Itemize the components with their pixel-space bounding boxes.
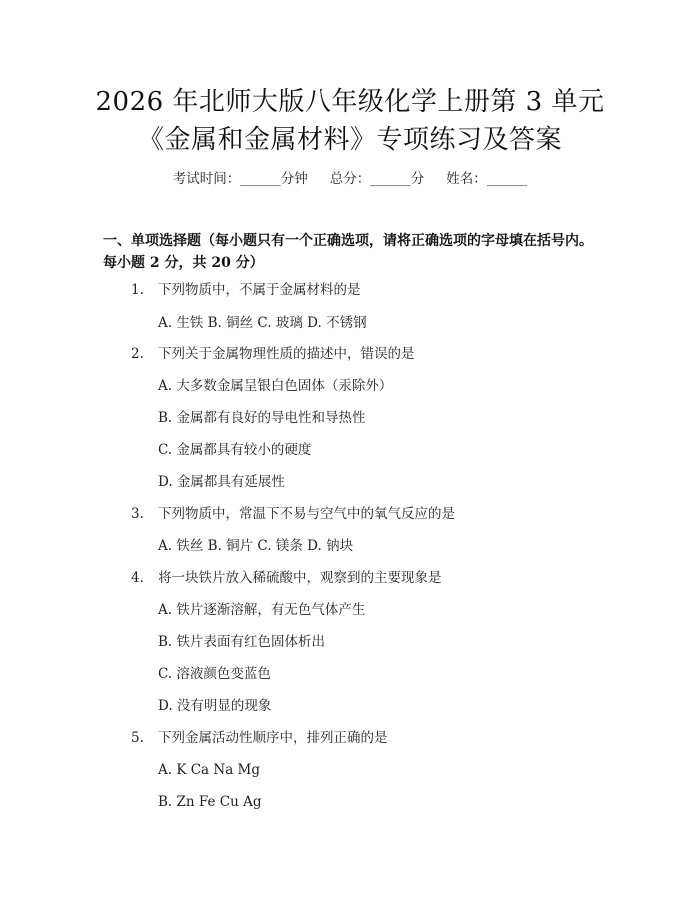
question-number: 4. — [131, 570, 144, 586]
question-text: 下列金属活动性顺序中，排列正确的是 — [158, 730, 388, 746]
question-4-option-c: C. 溶液颜色变蓝色 — [158, 666, 271, 682]
question-5 — [131, 729, 388, 747]
question-number: 3. — [131, 506, 144, 522]
question-3-options: A. 铁丝 B. 铜片 C. 镁条 D. 钠块 — [158, 538, 354, 554]
question-number: 5. — [131, 730, 144, 746]
question-text: 下列物质中，不属于金属材料的是 — [158, 282, 361, 298]
document-title-line-1: 2026 年北师大版八年级化学上册第 3 单元 — [95, 87, 605, 117]
exam-info — [0, 170, 700, 188]
question-5-option-a: A. K Ca Na Mg — [158, 762, 260, 778]
question-2-option-b: B. 金属都有良好的导电性和导热性 — [158, 410, 366, 426]
question-3 — [131, 505, 455, 523]
question-2-option-a: A. 大多数金属呈银白色固体（汞除外） — [158, 378, 393, 394]
question-2 — [131, 345, 415, 363]
question-text: 将一块铁片放入稀硫酸中，观察到的主要现象是 — [158, 570, 442, 586]
section-heading: 一、单项选择题（每小题只有一个正确选项，请将正确选项的字母填在括号内。每小题 2 分，共 20 分） — [103, 233, 593, 271]
question-5-option-b: B. Zn Fe Cu Ag — [158, 794, 262, 810]
question-4-option-a: A. 铁片逐渐溶解，有无色气体产生 — [158, 602, 366, 618]
question-text: 下列关于金属物理性质的描述中，错误的是 — [158, 346, 415, 362]
question-2-option-d: D. 金属都具有延展性 — [158, 474, 285, 490]
question-4 — [131, 569, 442, 587]
question-1 — [131, 281, 361, 299]
question-4-option-d: D. 没有明显的现象 — [158, 698, 272, 714]
exam-time-field: 考试时间：______分钟 — [172, 171, 308, 187]
exam-name-field: 姓名：______ — [446, 171, 528, 187]
question-1-options: A. 生铁 B. 铜丝 C. 玻璃 D. 不锈钢 — [158, 315, 367, 331]
question-4-option-b: B. 铁片表面有红色固体析出 — [158, 634, 326, 650]
question-2-option-c: C. 金属都具有较小的硬度 — [158, 442, 312, 458]
question-number: 1. — [131, 282, 144, 298]
question-text: 下列物质中，常温下不易与空气中的氧气反应的是 — [158, 506, 455, 522]
exam-score-field: 总分：______分 — [329, 171, 425, 187]
document-title-line-2: 《金属和金属材料》专项练习及答案 — [137, 125, 562, 155]
question-number: 2. — [131, 346, 144, 362]
